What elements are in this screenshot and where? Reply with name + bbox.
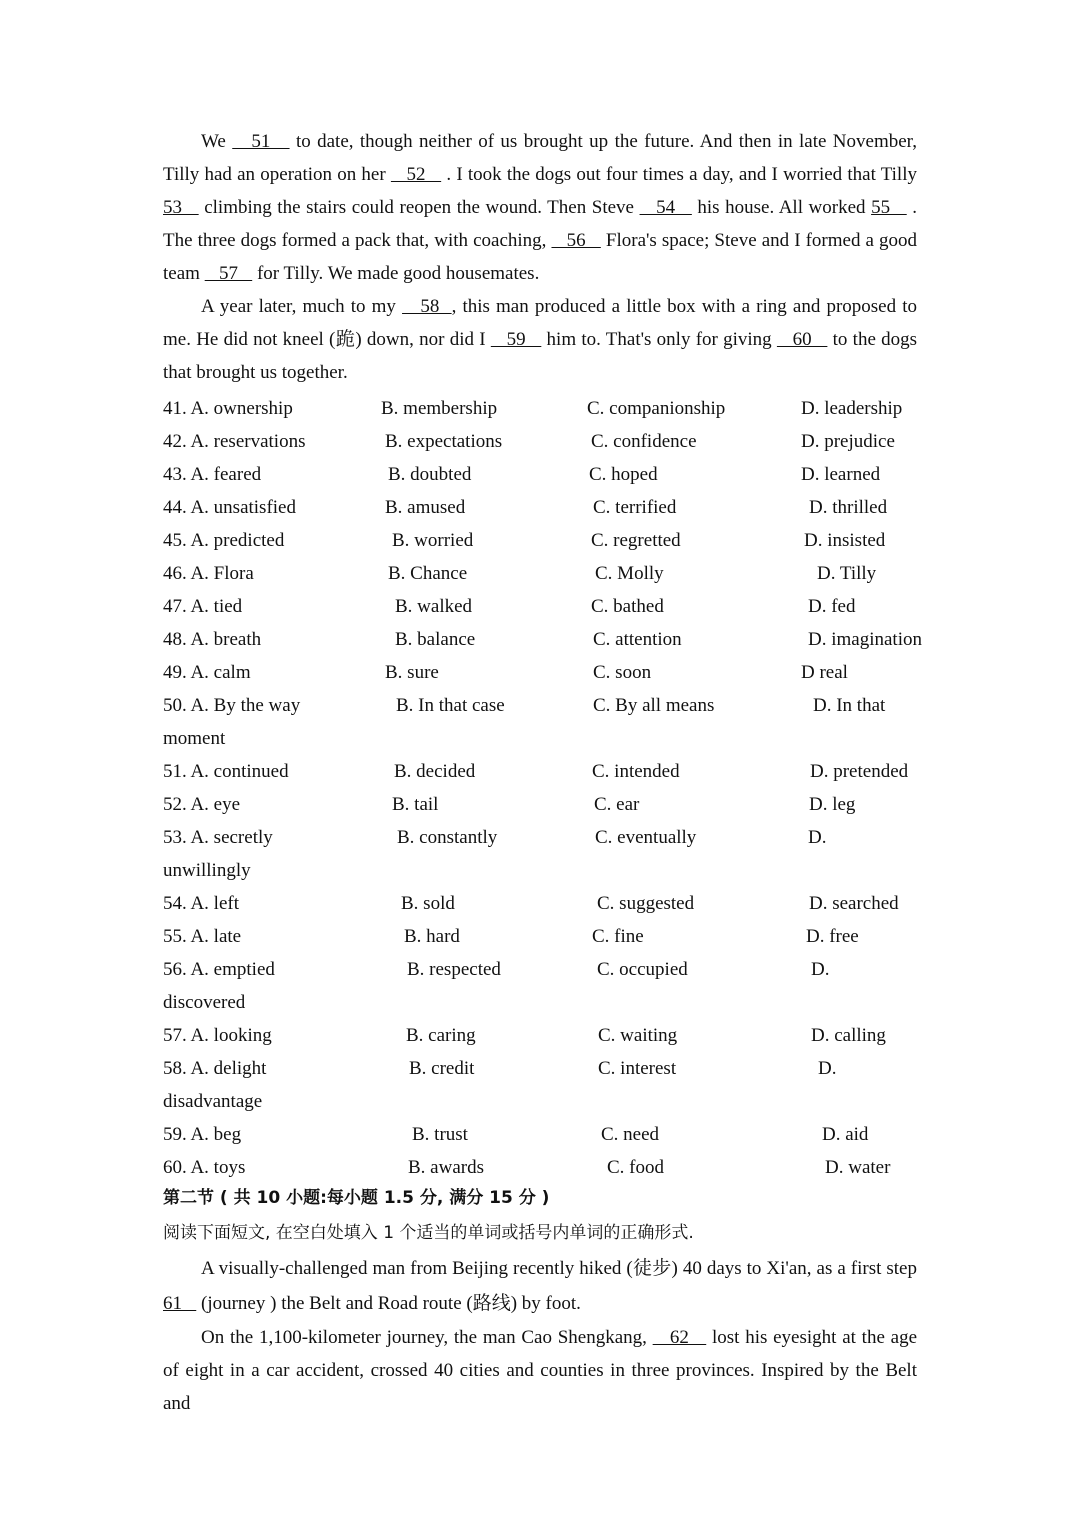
option-b: B. sure <box>385 662 439 683</box>
option-b: B. awards <box>408 1157 484 1178</box>
option-c: C. intended <box>592 761 680 782</box>
passage-text: . The three dogs formed a pack that, with coaching, <box>163 197 918 251</box>
option-c: C. soon <box>593 662 652 683</box>
question-number-option-a: 49. A. calm <box>163 662 251 683</box>
question-number-option-a: 42. A. reservations <box>163 431 306 452</box>
passage-text: to date, though neither of us brought up the future. And then in late November, Tilly had an operation on her <box>163 131 917 185</box>
option-d: D. searched <box>809 893 899 914</box>
option-c: C. Molly <box>595 563 664 584</box>
question-number-option-a: 60. A. toys <box>163 1157 246 1178</box>
option-d: D. aid <box>822 1124 869 1145</box>
option-d: D. Tilly <box>817 563 877 584</box>
question-row <box>163 425 923 458</box>
answer-blank: 59 <box>490 329 542 350</box>
question-number-option-a: 59. A. beg <box>163 1124 242 1145</box>
question-row <box>163 1052 923 1085</box>
question-row <box>163 854 923 887</box>
question-row <box>163 623 923 656</box>
option-c: C. bathed <box>591 596 664 617</box>
question-row <box>163 986 923 1019</box>
question-number-option-a: 47. A. tied <box>163 596 243 617</box>
question-row <box>163 953 923 986</box>
question-number-option-a: disadvantage <box>163 1091 263 1112</box>
option-b: B. balance <box>395 629 476 650</box>
answer-blank: 54 <box>639 197 692 218</box>
answer-blank: 56 <box>551 230 601 251</box>
option-c: C. interest <box>598 1058 677 1079</box>
answer-blank: 53 <box>163 197 199 218</box>
passage-text: A year later, much to my <box>201 296 403 317</box>
option-c: C. hoped <box>589 464 658 485</box>
answer-blank: 62 <box>652 1327 707 1348</box>
question-row <box>163 887 923 920</box>
option-c: C. terrified <box>593 497 677 518</box>
question-row <box>163 920 923 953</box>
question-number-option-a: unwillingly <box>163 860 251 881</box>
option-c: C. suggested <box>597 893 695 914</box>
option-d: D. pretended <box>810 761 909 782</box>
question-row <box>163 1118 923 1151</box>
section2-paragraph-2 <box>163 1321 917 1420</box>
option-d: D. fed <box>808 596 856 617</box>
option-c: C. waiting <box>598 1025 678 1046</box>
question-row <box>163 689 923 722</box>
option-c: C. eventually <box>595 827 697 848</box>
option-b: B. In that case <box>396 695 505 716</box>
option-b: B. trust <box>412 1124 468 1145</box>
question-row <box>163 590 923 623</box>
cloze-passage <box>163 125 917 389</box>
section-instruction: 阅读下面短文, 在空白处填入 1 个适当的单词或括号内单词的正确形式. <box>163 1223 694 1243</box>
question-number-option-a: 50. A. By the way <box>163 695 301 716</box>
option-c: C. By all means <box>593 695 715 716</box>
question-number-option-a: 46. A. Flora <box>163 563 254 584</box>
question-row <box>163 491 923 524</box>
passage-text: lost his eyesight at the age of eight in a car accident, crossed 40 cities and counties in three provinces. Inspired by the Belt and <box>163 1327 918 1414</box>
option-b: B. Chance <box>388 563 468 584</box>
option-d: D. <box>808 827 827 848</box>
answer-options-list <box>163 392 923 1184</box>
option-d: D. free <box>806 926 859 947</box>
question-number-option-a: 57. A. looking <box>163 1025 272 1046</box>
question-number-option-a: 53. A. secretly <box>163 827 273 848</box>
passage-text: On the 1,100-kilometer journey, the man Cao Shengkang, <box>201 1327 653 1348</box>
question-row <box>163 1151 923 1184</box>
option-d: D. <box>811 959 830 980</box>
question-number-option-a: 41. A. ownership <box>163 398 293 419</box>
question-number-option-a: 43. A. feared <box>163 464 262 485</box>
passage-text: to the dogs that brought us together. <box>163 329 918 383</box>
option-c: C. regretted <box>591 530 681 551</box>
option-d: D. prejudice <box>801 431 895 452</box>
answer-blank: 51 <box>232 131 290 152</box>
option-b: B. worried <box>392 530 474 551</box>
section-2 <box>163 1182 917 1420</box>
option-b: B. respected <box>407 959 501 980</box>
option-b: B. tail <box>392 794 439 815</box>
option-b: B. hard <box>404 926 460 947</box>
question-row <box>163 1019 923 1052</box>
option-c: C. need <box>601 1124 660 1145</box>
option-b: B. caring <box>406 1025 476 1046</box>
passage-text: climbing the stairs could reopen the wound. Then Steve <box>198 197 640 218</box>
option-c: C. fine <box>592 926 644 947</box>
passage-text: Flora's space; Steve and I formed a good team <box>163 230 918 284</box>
option-c: C. confidence <box>591 431 697 452</box>
passage-paragraph-2 <box>163 290 917 389</box>
option-b: B. credit <box>409 1058 475 1079</box>
passage-text: We <box>201 131 233 152</box>
option-b: B. decided <box>394 761 476 782</box>
answer-blank: 58 <box>402 296 452 317</box>
option-b: B. constantly <box>397 827 498 848</box>
question-number-option-a: 51. A. continued <box>163 761 289 782</box>
answer-blank: 52 <box>390 164 442 185</box>
option-d: D. imagination <box>808 629 922 650</box>
question-number-option-a: 54. A. left <box>163 893 239 914</box>
passage-text: . I took the dogs out four times a day, and I worried that Tilly <box>441 164 917 185</box>
question-number-option-a: 52. A. eye <box>163 794 241 815</box>
option-d: D. In that <box>813 695 886 716</box>
question-row <box>163 788 923 821</box>
passage-text: , this man produced a little box with a ring and proposed to me. He did not kneel (跪) down, nor did I <box>163 296 917 350</box>
option-b: B. walked <box>395 596 473 617</box>
question-row <box>163 722 923 755</box>
option-b: B. membership <box>381 398 498 419</box>
option-d: D. learned <box>801 464 881 485</box>
answer-blank: 55 <box>871 197 907 218</box>
passage-text: (journey ) the Belt and Road route (路线) by foot. <box>196 1293 581 1314</box>
option-c: C. attention <box>593 629 682 650</box>
question-number-option-a: 48. A. breath <box>163 629 262 650</box>
answer-blank: 61 <box>163 1293 197 1314</box>
option-c: C. occupied <box>597 959 688 980</box>
option-c: C. ear <box>594 794 640 815</box>
option-d: D real <box>801 662 848 683</box>
section-heading: 第二节 ( 共 10 小题:每小题 1.5 分, 满分 15 分 ) <box>163 1188 550 1208</box>
section2-paragraph-1 <box>163 1251 917 1321</box>
question-number-option-a: 44. A. unsatisfied <box>163 497 296 518</box>
question-row <box>163 524 923 557</box>
passage-paragraph-1 <box>163 125 917 290</box>
question-number-option-a: discovered <box>163 992 246 1013</box>
option-b: B. amused <box>385 497 466 518</box>
option-d: D. insisted <box>804 530 886 551</box>
question-row <box>163 656 923 689</box>
passage-text: him to. That's only for giving <box>541 329 777 350</box>
passage-text: for Tilly. We made good housemates. <box>252 263 540 284</box>
option-d: D. leadership <box>801 398 903 419</box>
option-b: B. doubted <box>388 464 472 485</box>
answer-blank: 60 <box>776 329 828 350</box>
option-b: B. sold <box>401 893 455 914</box>
question-row <box>163 458 923 491</box>
option-d: D. calling <box>811 1025 886 1046</box>
passage-text: A visually-challenged man from Beijing recently hiked (徒步) 40 days to Xi'an, as a first step <box>201 1258 917 1279</box>
option-d: D. thrilled <box>809 497 888 518</box>
question-row <box>163 821 923 854</box>
question-number-option-a: moment <box>163 728 226 749</box>
question-number-option-a: 56. A. emptied <box>163 959 275 980</box>
option-c: C. companionship <box>587 398 726 419</box>
option-d: D. water <box>825 1157 891 1178</box>
option-d: D. leg <box>809 794 856 815</box>
question-row <box>163 755 923 788</box>
question-number-option-a: 55. A. late <box>163 926 242 947</box>
option-d: D. <box>818 1058 837 1079</box>
question-row <box>163 1085 923 1118</box>
question-row <box>163 392 923 425</box>
question-number-option-a: 45. A. predicted <box>163 530 285 551</box>
option-c: C. food <box>607 1157 664 1178</box>
passage-text: his house. All worked <box>691 197 872 218</box>
question-row <box>163 557 923 590</box>
answer-blank: 57 <box>204 263 253 284</box>
question-number-option-a: 58. A. delight <box>163 1058 267 1079</box>
option-b: B. expectations <box>385 431 503 452</box>
